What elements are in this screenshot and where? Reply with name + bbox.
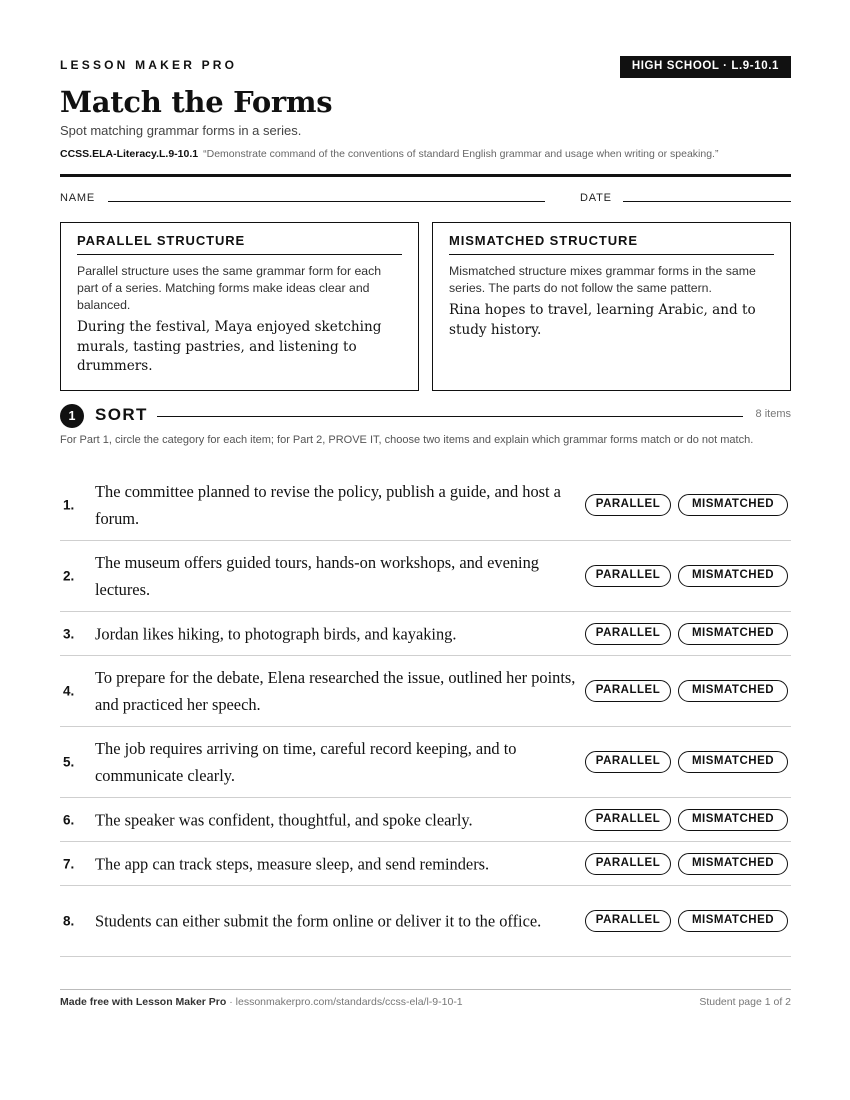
level-badge: HIGH SCHOOL · L.9-10.1: [620, 56, 791, 78]
item-sentence: The app can track steps, measure sleep, and send reminders.: [95, 854, 490, 873]
item-sentence: To prepare for the debate, Elena researched the issue, outlined her points, and practiced her speech.: [95, 668, 576, 714]
list-item: [60, 612, 791, 656]
choice-group: [585, 910, 788, 932]
parallel-choice-button[interactable]: PARALLEL: [585, 751, 671, 773]
item-sentence: The job requires arriving on time, careful record keeping, and to communicate clearly.: [95, 739, 517, 785]
choice-group: [585, 565, 788, 587]
parallel-choice-button[interactable]: PARALLEL: [585, 809, 671, 831]
mismatched-choice-button[interactable]: MISMATCHED: [678, 751, 788, 773]
page-number: Student page 1 of 2: [699, 996, 791, 1008]
name-label: NAME: [60, 192, 95, 204]
item-number: 1.: [63, 497, 75, 513]
standard-text: “Demonstrate command of the conventions of standard English grammar and usage when writing or speaking.”: [203, 148, 719, 160]
item-number: 5.: [63, 754, 75, 770]
worksheet-title: Match the Forms: [60, 85, 333, 119]
definition-heading: MISMATCHED STRUCTURE: [449, 233, 774, 255]
item-sentence: The museum offers guided tours, hands-on workshops, and evening lectures.: [95, 553, 539, 599]
definition-example: During the festival, Maya enjoyed sketching murals, tasting pastries, and listening to drummers.: [77, 319, 382, 374]
mismatched-choice-button[interactable]: MISMATCHED: [678, 853, 788, 875]
choice-group: [585, 494, 788, 516]
choice-group: [585, 751, 788, 773]
list-item: [60, 727, 791, 798]
choice-group: [585, 853, 788, 875]
section-item-count: 8 items: [755, 408, 791, 420]
footer-divider: [60, 989, 791, 990]
item-sentence: Jordan likes hiking, to photograph birds, and kayaking.: [95, 624, 457, 643]
header-divider: [60, 174, 791, 177]
date-field[interactable]: [623, 201, 791, 202]
parallel-choice-button[interactable]: PARALLEL: [585, 853, 671, 875]
list-item: [60, 886, 791, 957]
section-instructions: For Part 1, circle the category for each item; for Part 2, PROVE IT, choose two items and explain which grammar forms match or do not match.: [60, 434, 754, 446]
worksheet-subtitle: Spot matching grammar forms in a series.: [60, 123, 302, 138]
footer-credit: Made free with Lesson Maker Pro: [60, 996, 227, 1008]
mismatched-definition-box: [432, 222, 791, 391]
definition-heading: PARALLEL STRUCTURE: [77, 233, 402, 255]
footer: [60, 996, 791, 1008]
list-item: [60, 541, 791, 612]
standard-line: [60, 148, 791, 160]
definition-description: Parallel structure uses the same grammar form for each part of a series. Matching forms make ideas clear and balanced.: [77, 264, 382, 312]
section-header: [60, 404, 791, 428]
item-number: 7.: [63, 856, 75, 871]
choice-group: [585, 809, 788, 831]
mismatched-choice-button[interactable]: MISMATCHED: [678, 565, 788, 587]
top-bar: [60, 56, 791, 78]
parallel-choice-button[interactable]: PARALLEL: [585, 565, 671, 587]
item-list: [60, 470, 791, 957]
parallel-choice-button[interactable]: PARALLEL: [585, 910, 671, 932]
mismatched-choice-button[interactable]: MISMATCHED: [678, 623, 788, 645]
item-number: 8.: [63, 913, 75, 929]
item-sentence: Students can either submit the form online or deliver it to the office.: [95, 911, 542, 931]
parallel-choice-button[interactable]: PARALLEL: [585, 494, 671, 516]
standard-code: CCSS.ELA-Literacy.L.9-10.1: [60, 148, 199, 160]
parallel-choice-button[interactable]: PARALLEL: [585, 680, 671, 702]
item-sentence: The speaker was confident, thoughtful, and spoke clearly.: [95, 810, 473, 829]
name-date-row: [60, 191, 791, 205]
choice-group: [585, 680, 788, 702]
definition-example: Rina hopes to travel, learning Arabic, and to study history.: [449, 302, 756, 338]
parallel-choice-button[interactable]: PARALLEL: [585, 623, 671, 645]
mismatched-choice-button[interactable]: MISMATCHED: [678, 680, 788, 702]
section-number-badge: 1: [60, 404, 84, 428]
item-number: 6.: [63, 812, 75, 827]
brand-name: LESSON MAKER PRO: [60, 58, 238, 72]
list-item: [60, 470, 791, 541]
mismatched-choice-button[interactable]: MISMATCHED: [678, 494, 788, 516]
name-field[interactable]: [108, 201, 545, 202]
section-divider: [157, 416, 743, 417]
mismatched-choice-button[interactable]: MISMATCHED: [678, 809, 788, 831]
footer-url: · lessonmakerpro.com/standards/ccss-ela/l-9-10-1: [226, 996, 463, 1008]
section-title: SORT: [95, 405, 148, 424]
worksheet-page: [60, 0, 791, 1100]
mismatched-choice-button[interactable]: MISMATCHED: [678, 910, 788, 932]
item-number: 2.: [63, 568, 75, 584]
definition-description: Mismatched structure mixes grammar forms in the same series. The parts do not follow the same pattern.: [449, 264, 756, 295]
list-item: [60, 656, 791, 727]
date-label: DATE: [580, 192, 612, 204]
item-number: 3.: [63, 626, 75, 641]
choice-group: [585, 623, 788, 645]
item-number: 4.: [63, 683, 75, 699]
list-item: [60, 842, 791, 886]
item-sentence: The committee planned to revise the policy, publish a guide, and host a forum.: [95, 482, 561, 528]
list-item: [60, 798, 791, 842]
parallel-definition-box: [60, 222, 419, 391]
